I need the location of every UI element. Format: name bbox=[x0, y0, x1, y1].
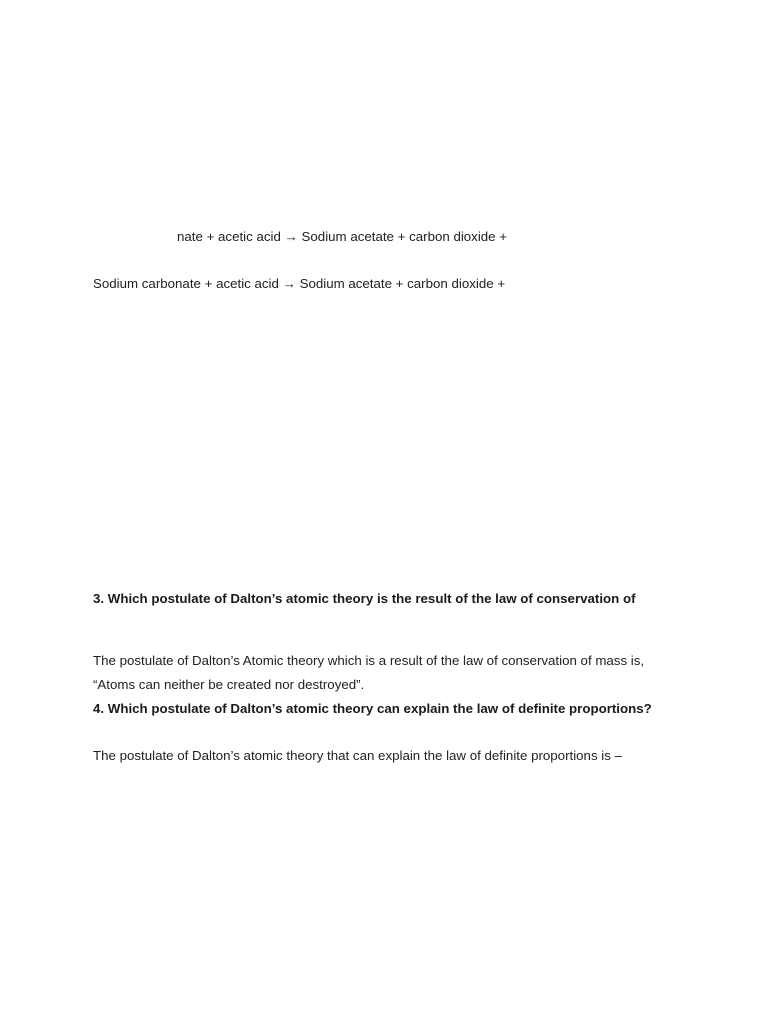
answer-3-paragraph-line-1: The postulate of Dalton’s Atomic theory which is a result of the law of conservation of mass is, bbox=[93, 653, 645, 668]
equation-fragment-text: nate + acetic acid → Sodium acetate + carbon dioxide + bbox=[177, 229, 508, 244]
answer-4-paragraph-line-1: The postulate of Dalton’s atomic theory that can explain the law of definite proportions is – bbox=[93, 748, 622, 763]
question-4-heading: 4. Which postulate of Dalton’s atomic theory can explain the law of definite proportions? bbox=[93, 701, 652, 716]
equation-text: Sodium carbonate + acetic acid → Sodium acetate + carbon dioxide + bbox=[93, 276, 506, 291]
question-3-heading: 3. Which postulate of Dalton’s atomic theory is the result of the law of conservation of bbox=[93, 591, 636, 606]
answer-3-paragraph-line-2: “Atoms can neither be created nor destroyed”. bbox=[93, 677, 365, 692]
